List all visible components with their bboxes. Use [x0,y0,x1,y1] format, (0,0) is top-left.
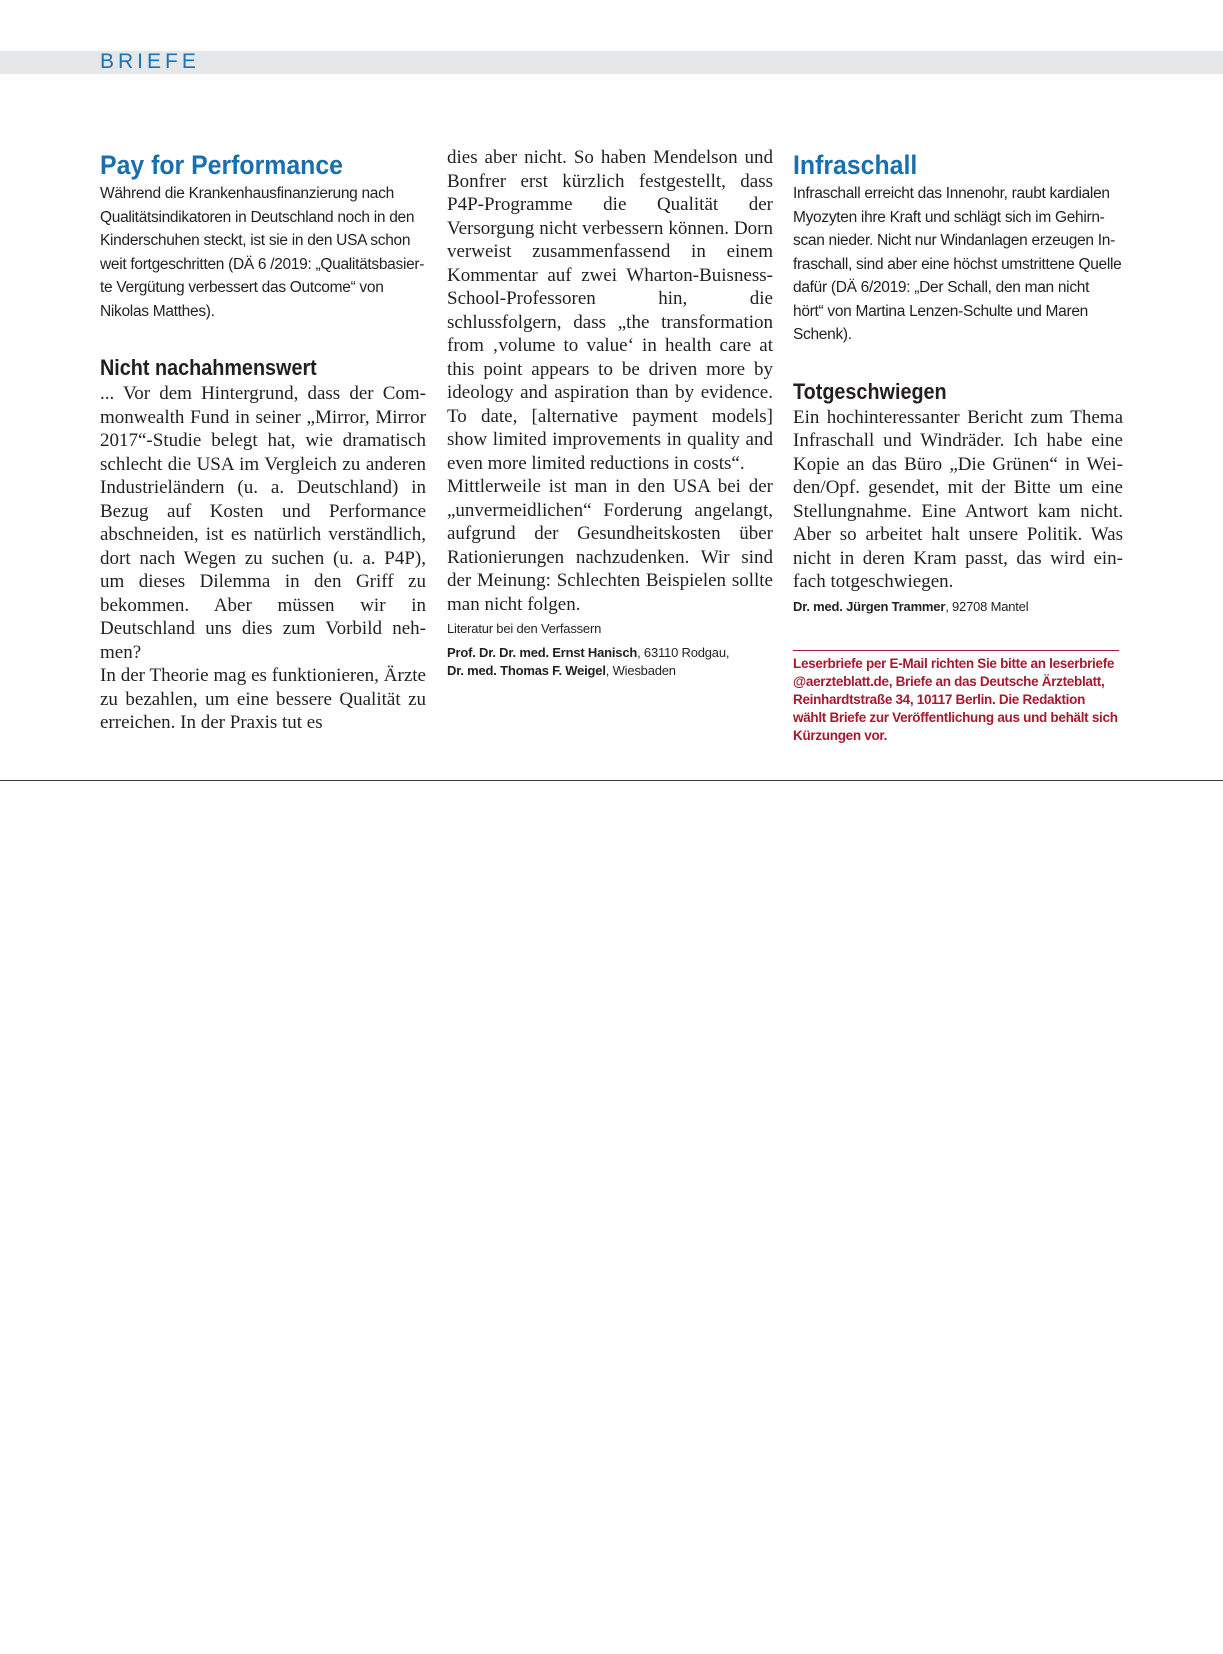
author-place: , 63110 Rodgau, [637,645,730,660]
author-name: Dr. med. Jürgen Trammer [793,598,946,614]
letter-signature [793,598,1123,616]
note-divider [793,650,1119,651]
author-place: , 92708 Mantel [945,598,1029,614]
literature-note: Literatur bei den Verfassern [447,621,602,636]
letter-paragraph: In der Theorie mag es funktionieren, Ärzte zu bezahlen, um eine bessere Qualität zu erreichen. In der Praxis tut es [100,665,426,733]
article-lead: Infraschall erreicht das Innenohr, raubt kardialen Myozyten ihre Kraft und schlägt sich im Gehirnscan nieder. Nicht nur Windanlagen erzeugen Infraschall, sind aber eine höchst umstrittene Quelle dafür (DÄ 6/2019: „Der Schall, den man nicht hört“ von Martina Lenzen-Schulte und Maren Schenk). [793,185,1122,343]
column-3 [793,148,1123,745]
letter-paragraph: Ein hochinteressanter Bericht zum Thema Infraschall und Windräder. Ich habe eine Kopie an das Büro „Die Grünen“ in Weiden/Opf. gesendet, mit der Bitte um eine Stellungnahme. Eine Antwort kam nicht. Aber so arbeitet halt unsere Politik. Was nicht in deren Kram passt, das wird einfach totgeschwiegen. [793,406,1123,592]
article-headline: Pay for Performance [100,150,343,180]
letter-signature [447,644,773,680]
letter-subhead: Nicht nachahmenswert [100,355,317,380]
column-2 [447,146,773,680]
letter-paragraph: ... Vor dem Hintergrund, dass der Commonwealth Fund in seiner „Mirror, Mirror 2017“-Studie belegt hat, wie dramatisch schlecht die USA im Vergleich zu anderen Industrieländern (u. a. Deutschland) in Bezug auf Kosten und Performance abschneiden, ist es natürlich verständlich, dort nach Wegen zu suchen (u. a. P4P), um dieses Dilemma in den Griff zu bekommen. Aber müssen wir in Deutschland uns dies zum Vorbild nehmen? [100,383,426,663]
author-place: , Wiesbaden [605,663,676,678]
section-label: BRIEFE [100,50,200,73]
letter-subhead: Totgeschwiegen [793,378,947,404]
author-name: Dr. med. Thomas F. Weigel [447,663,606,678]
letter-paragraph: Mittlerweile ist man in den USA bei der „unvermeidlichen“ Forderung angelangt, aufgrund der Gesundheitskosten über Rationierungen nachzudenken. Wir sind der Meinung: Schlechten Beispielen sollte man nicht folgen. [447,476,773,615]
submission-note: Leserbriefe per E-Mail richten Sie bitte an leserbriefe @aerzteblatt.de, Briefe an das Deutsche Ärzteblatt, Reinhardtstraße 34, 10117 Berlin. Die Redaktion wählt Briefe zur Veröffentlichung aus und behält sich Kürzungen vor. [793,655,1118,743]
author-name: Prof. Dr. Dr. med. Ernst Hanisch [447,645,638,660]
article-headline: Infraschall [793,150,918,180]
letter-paragraph: dies aber nicht. So haben Mendelson und Bonfrer erst kürzlich festgestellt, dass P4P-Programme die Qualität der Versorgung nicht verbessern können. Dorn verweist zusammenfassend in einem Kommentar auf zwei Wharton-Buisness-School-Professoren hin, die schlussfolgern, dass „the transformation from ‚volume to value‘ in health care at this point appears to be driven more by ideology and aspiration than by evidence. To date, [alternative payment models] show limited improvements in quality and even more limited reductions in costs“. [447,147,773,474]
article-lead: Während die Krankenhausfinanzierung nach Qualitätsindikatoren in Deutschland noch in den Kinderschuhen steckt, ist sie in den USA schon weit fortgeschritten (DÄ 6 /2019: „Qualitätsbasierte Vergütung verbessert das Outcome“ von Nikolas Matthes). [100,185,425,320]
column-1 [100,148,426,735]
page-bottom-rule [0,780,1223,781]
